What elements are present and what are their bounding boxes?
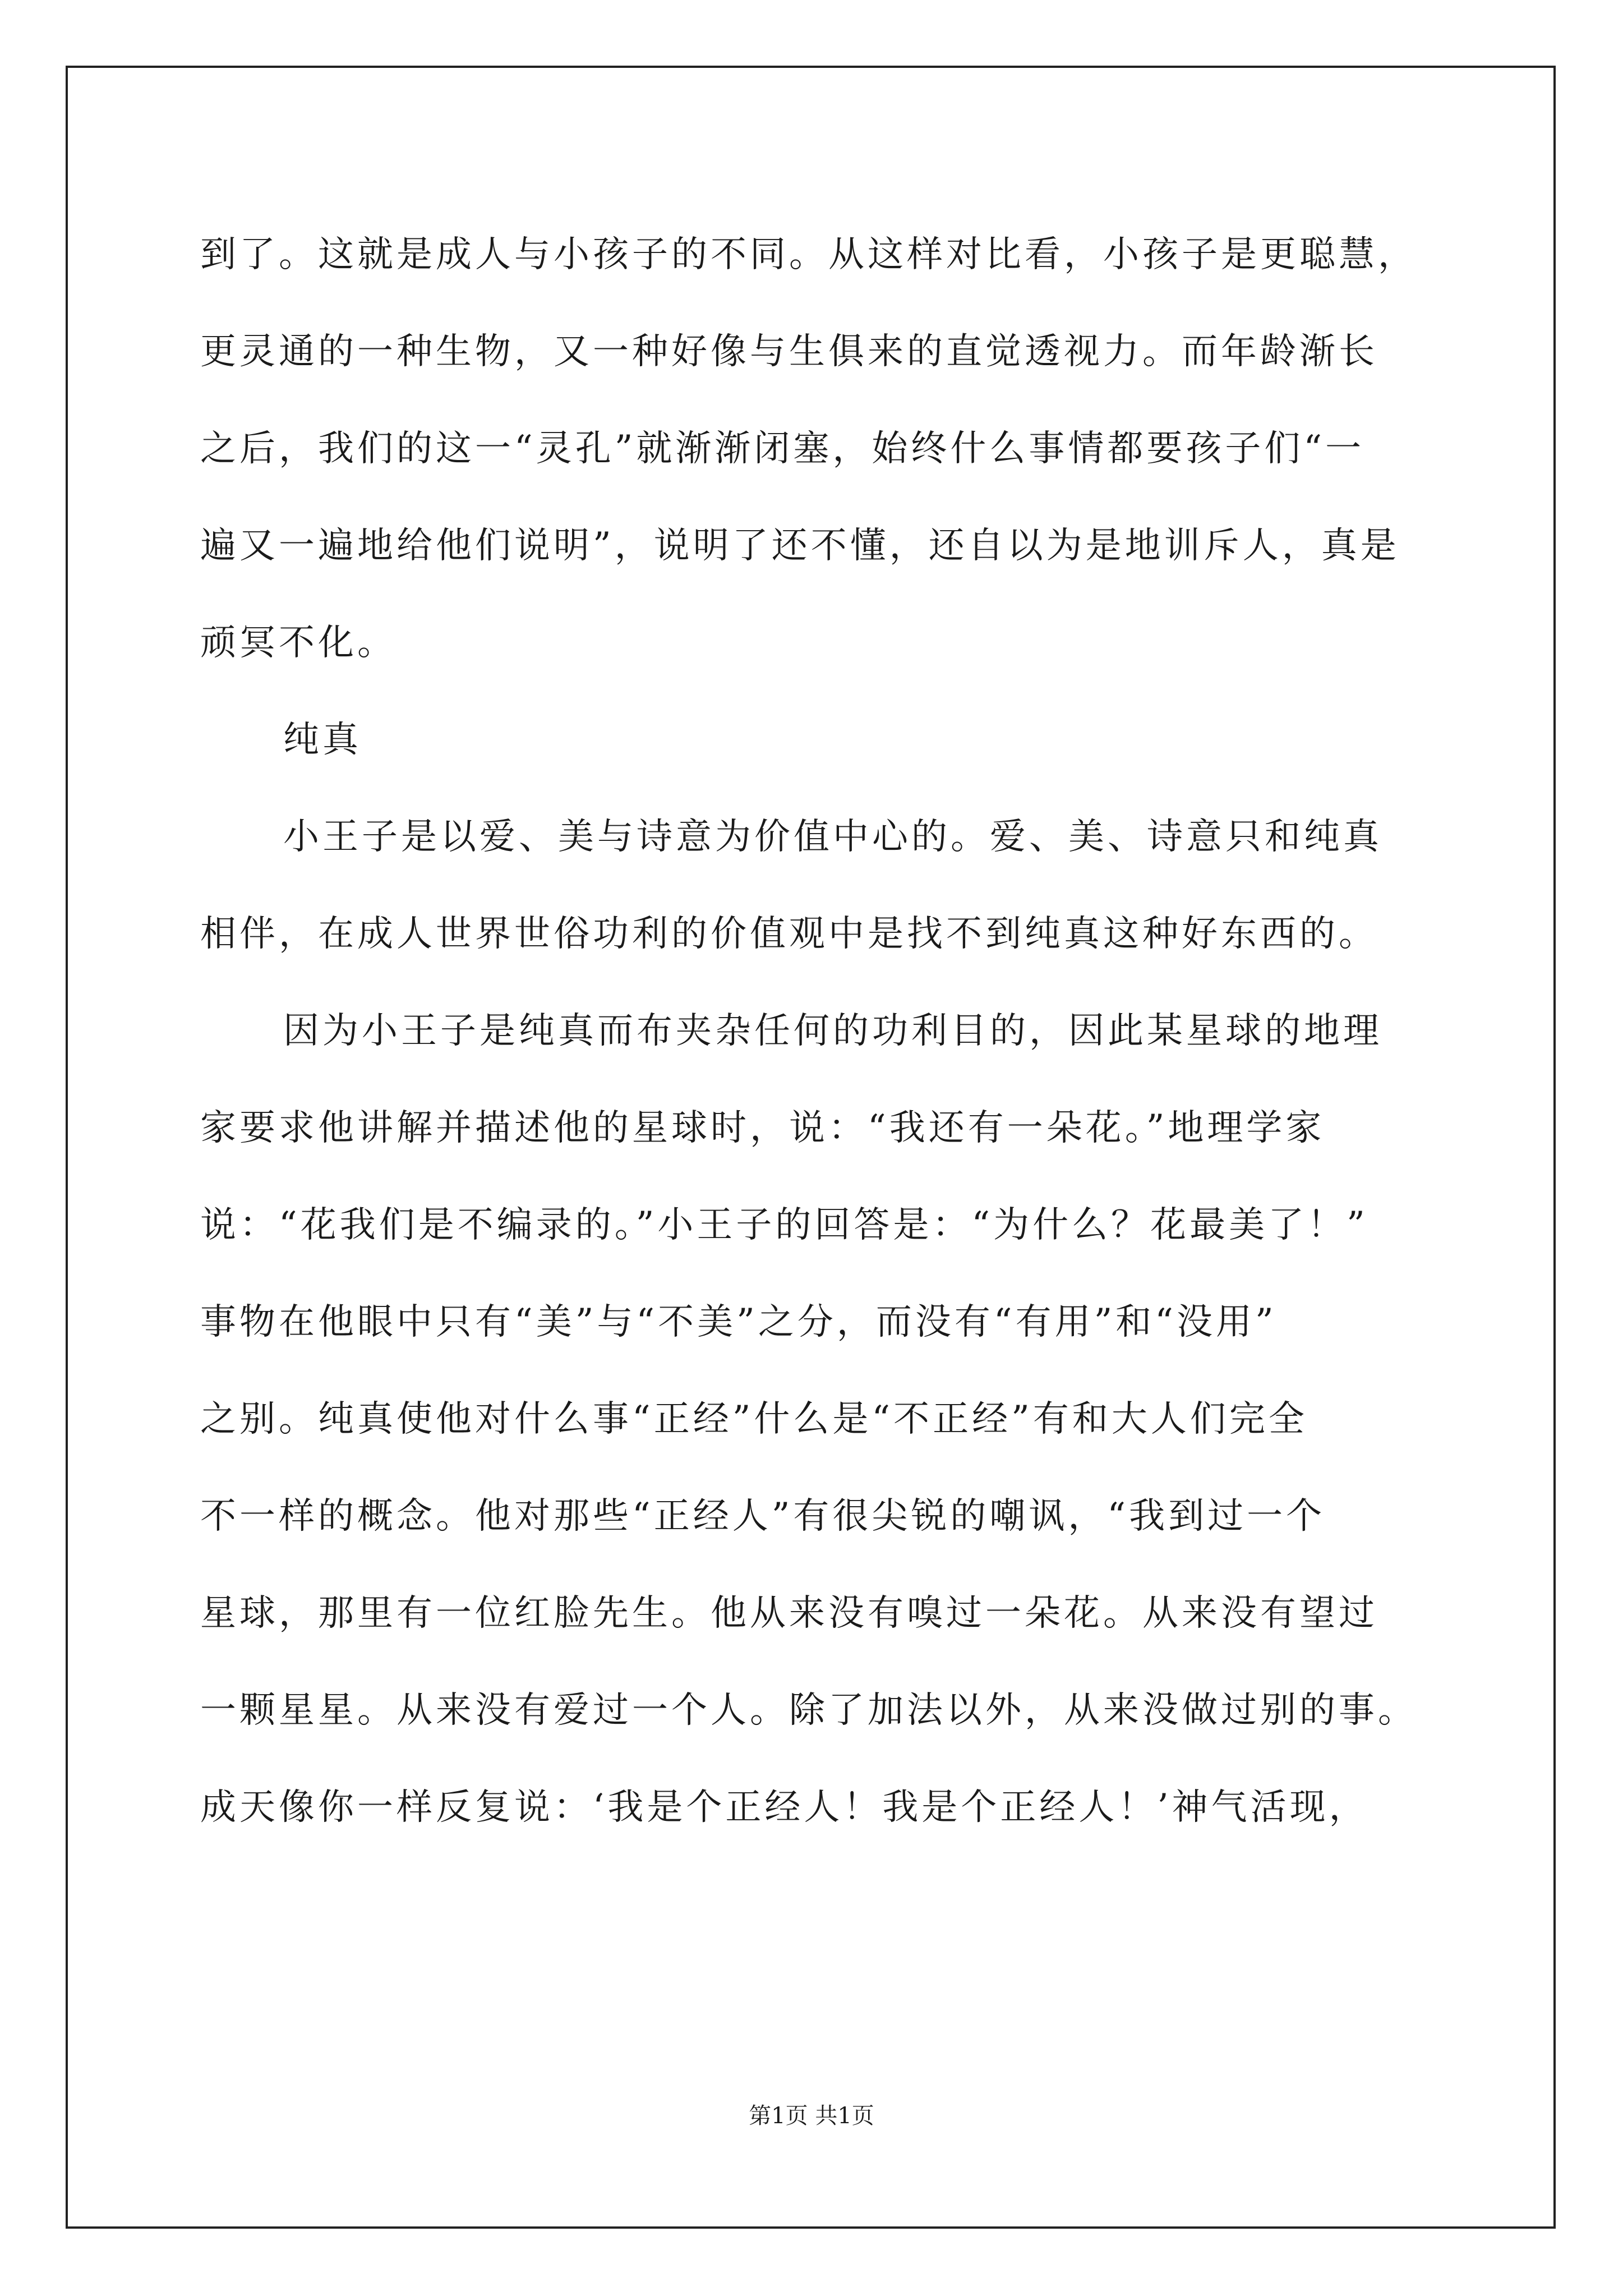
text-line: 到了。这就是成人与小孩子的不同。从这样对比看，小孩子是更聪慧， xyxy=(200,234,1417,275)
text-line: 纯真 xyxy=(283,719,362,761)
text-line: 之后，我们的这一“灵孔”就渐渐闭塞，始终什么事情都要孩子们“一 xyxy=(200,428,1365,470)
text-line: 事物在他眼中只有“美”与“不美”之分，而没有“有用”和“没用” xyxy=(200,1301,1277,1343)
text-line: 遍又一遍地给他们说明”，说明了还不懂，还自以为是地训斥人，真是 xyxy=(200,525,1400,567)
text-line: 星球，那里有一位红脸先生。他从来没有嗅过一朵花。从来没有望过 xyxy=(200,1593,1378,1634)
text-line: 小王子是以爱、美与诗意为价值中心的。爱、美、诗意只和纯真 xyxy=(283,816,1382,858)
text-line: 顽冥不化。 xyxy=(200,622,396,664)
text-line: 更灵通的一种生物，又一种好像与生俱来的直觉透视力。而年龄渐长 xyxy=(200,331,1378,372)
page-footer: 第1页 共1页 xyxy=(749,2103,874,2129)
text-line: 一颗星星。从来没有爱过一个人。除了加法以外，从来没做过别的事。 xyxy=(200,1690,1417,1731)
document-body xyxy=(200,206,1434,1856)
text-line: 不一样的概念。他对那些“正经人”有很尖锐的嘲讽，“我到过一个 xyxy=(200,1496,1326,1537)
text-line: 之别。纯真使他对什么事“正经”什么是“不正经”有和大人们完全 xyxy=(200,1398,1308,1440)
text-line: 家要求他讲解并描述他的星球时，说：“我还有一朵花。”地理学家 xyxy=(200,1107,1325,1149)
text-line: 因为小王子是纯真而布夹杂任何的功利目的，因此某星球的地理 xyxy=(283,1010,1382,1052)
text-line: 相伴，在成人世界世俗功利的价值观中是找不到纯真这种好东西的。 xyxy=(200,913,1378,955)
text-line: 说：“花我们是不编录的。”小王子的回答是：“为什么？花最美了！” xyxy=(200,1204,1368,1246)
text-line: 成天像你一样反复说：‘我是个正经人！我是个正经人！’神气活现， xyxy=(200,1787,1368,1828)
